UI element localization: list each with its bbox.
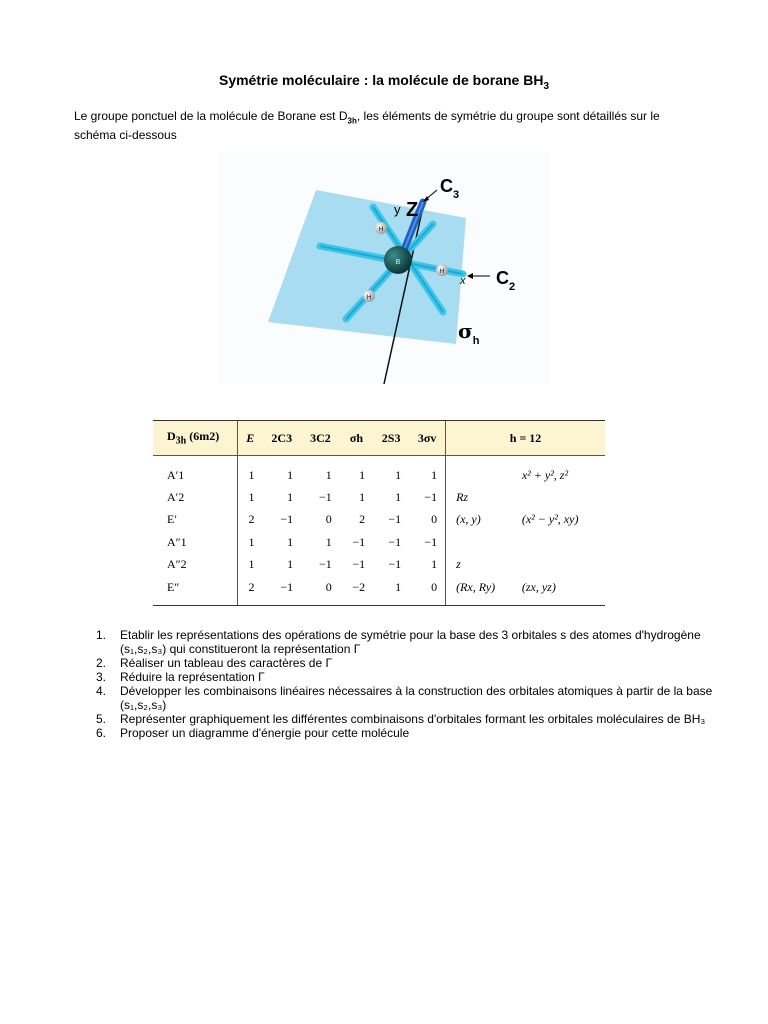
d3h-character-table — [153, 420, 605, 606]
char-cell: −1 — [352, 534, 366, 549]
op-header: 3C2 — [301, 421, 340, 456]
intro-paragraph — [74, 109, 704, 142]
linear-function-cell: (Rx, Ry) — [446, 576, 518, 605]
list-item — [96, 656, 716, 670]
quadratic-function-cell: (zx, yz) — [518, 576, 605, 605]
char-cell: 1 — [359, 467, 366, 482]
irrep-cell: A′1 — [153, 456, 238, 487]
hydrogen-label-2: H — [439, 269, 445, 275]
quadratic-function-cell: (x² − y², xy) — [521, 512, 579, 527]
hydrogen-label-1: H — [378, 227, 384, 233]
char-cell: −1 — [318, 489, 332, 504]
sigma-h-label: $\sigma_h$ — [458, 319, 480, 347]
question-number: 3. — [96, 670, 107, 684]
hydrogen-label-3: H — [366, 295, 372, 301]
linear-function-cell: Rz — [446, 486, 518, 509]
question-text: Etablir les représentations des opérations de symétrie pour la base des 3 orbitales s des atomes d'hydrogène (s₁,s₂,s₃) qui constitueront la représentation Γ — [120, 628, 701, 656]
table-row — [153, 509, 605, 532]
char-cell: 1 — [248, 489, 255, 504]
char-cell: −1 — [388, 512, 402, 527]
char-cell: 0 — [409, 576, 445, 605]
list-item — [96, 684, 716, 712]
question-number: 6. — [96, 726, 107, 740]
question-text: Réaliser un tableau des caractères de Γ — [120, 656, 333, 670]
irrep-cell: A′2 — [153, 486, 238, 509]
title-text: Symétrie moléculaire : la molécule de borane BH — [218, 72, 544, 88]
char-cell: 0 — [431, 512, 438, 527]
table-header-row — [153, 421, 605, 456]
quadratic-function-cell — [518, 554, 605, 577]
char-cell: −1 — [262, 576, 301, 605]
char-cell: 1 — [248, 467, 255, 482]
question-text: Développer les combinaisons linéaires nécessaires à la construction des orbitales atomiques à partir de la base (s₁,s₂,s₃) — [120, 684, 713, 712]
exercise-questions — [96, 628, 716, 740]
c2-label: $C_2$ — [496, 268, 516, 293]
c3-label: $C_3$ — [440, 176, 460, 201]
char-cell: 2 — [238, 576, 263, 605]
quadratic-function-cell: x² + y², z² — [521, 467, 569, 482]
page-title — [0, 72, 768, 92]
char-cell: 1 — [287, 489, 294, 504]
list-item — [96, 726, 716, 740]
op-header: E — [238, 421, 263, 456]
molecule-svg — [218, 152, 550, 384]
quadratic-function-cell — [518, 486, 605, 509]
question-number: 4. — [96, 684, 107, 698]
char-cell: 1 — [325, 467, 332, 482]
intro-before: Le groupe ponctuel de la molécule de Borane est D — [74, 109, 348, 123]
char-cell: −1 — [424, 489, 438, 504]
x-axis-label: x — [460, 275, 466, 287]
table-row — [153, 576, 605, 605]
list-item — [96, 628, 716, 656]
char-cell: 1 — [395, 489, 402, 504]
quadratic-function-cell — [518, 531, 605, 554]
char-cell: 1 — [373, 576, 409, 605]
boron-label: B — [395, 259, 401, 266]
character-table — [153, 420, 605, 606]
char-cell: −1 — [318, 557, 332, 572]
char-cell: −1 — [352, 557, 366, 572]
question-text: Réduire la représentation Γ — [120, 670, 265, 684]
char-cell: 2 — [359, 512, 366, 527]
question-number: 1. — [96, 628, 107, 642]
z-axis-label: Z — [406, 199, 419, 221]
linear-function-cell: (x, y) — [446, 509, 518, 532]
char-cell: 1 — [287, 467, 294, 482]
char-cell: 1 — [325, 534, 332, 549]
intro-after: , les éléments de symétrie du groupe sont détaillés sur le schéma ci-dessous — [74, 109, 660, 143]
list-item — [96, 670, 716, 684]
irrep-cell: A″2 — [153, 554, 238, 577]
title-subscript: 3 — [543, 80, 549, 92]
linear-function-cell: z — [446, 554, 518, 577]
char-cell: 1 — [395, 467, 402, 482]
char-cell: 0 — [301, 576, 340, 605]
irrep-cell: E″ — [153, 576, 238, 605]
question-number: 2. — [96, 656, 107, 670]
borane-symmetry-figure — [218, 152, 550, 384]
list-item — [96, 712, 716, 726]
question-number: 5. — [96, 712, 107, 726]
group-header: $D_{3h}$ (6m2) — [153, 421, 238, 456]
char-cell: 2 — [248, 512, 255, 527]
table-row — [153, 531, 605, 554]
table-row — [153, 486, 605, 509]
table-row — [153, 554, 605, 577]
char-cell: 1 — [359, 489, 366, 504]
question-text: Représenter graphiquement les différentes combinaisons d'orbitales formant les orbitales moléculaires de BH₃ — [120, 712, 706, 726]
char-cell: 1 — [287, 557, 294, 572]
op-header: 2C3 — [262, 421, 301, 456]
op-header: 3σv — [409, 421, 445, 456]
char-cell: 1 — [431, 557, 438, 572]
char-cell: −2 — [340, 576, 373, 605]
order-header: h = 12 — [446, 421, 605, 456]
table-row — [153, 456, 605, 487]
irrep-cell: A″1 — [153, 531, 238, 554]
irrep-cell: E′ — [153, 509, 238, 532]
op-header: σh — [340, 421, 373, 456]
y-axis-label: y — [394, 202, 401, 217]
char-cell: 1 — [287, 534, 294, 549]
char-cell: 1 — [431, 467, 438, 482]
char-cell: 1 — [248, 557, 255, 572]
linear-function-cell — [446, 531, 518, 554]
char-cell: −1 — [424, 534, 438, 549]
linear-function-cell — [446, 456, 518, 487]
op-header: 2S3 — [373, 421, 409, 456]
char-cell: −1 — [388, 534, 402, 549]
char-cell: 1 — [248, 534, 255, 549]
intro-group-sub: 3h — [347, 116, 357, 126]
question-text: Proposer un diagramme d'énergie pour cette molécule — [120, 726, 410, 740]
char-cell: 0 — [325, 512, 332, 527]
char-cell: −1 — [280, 512, 294, 527]
char-cell: −1 — [388, 557, 402, 572]
